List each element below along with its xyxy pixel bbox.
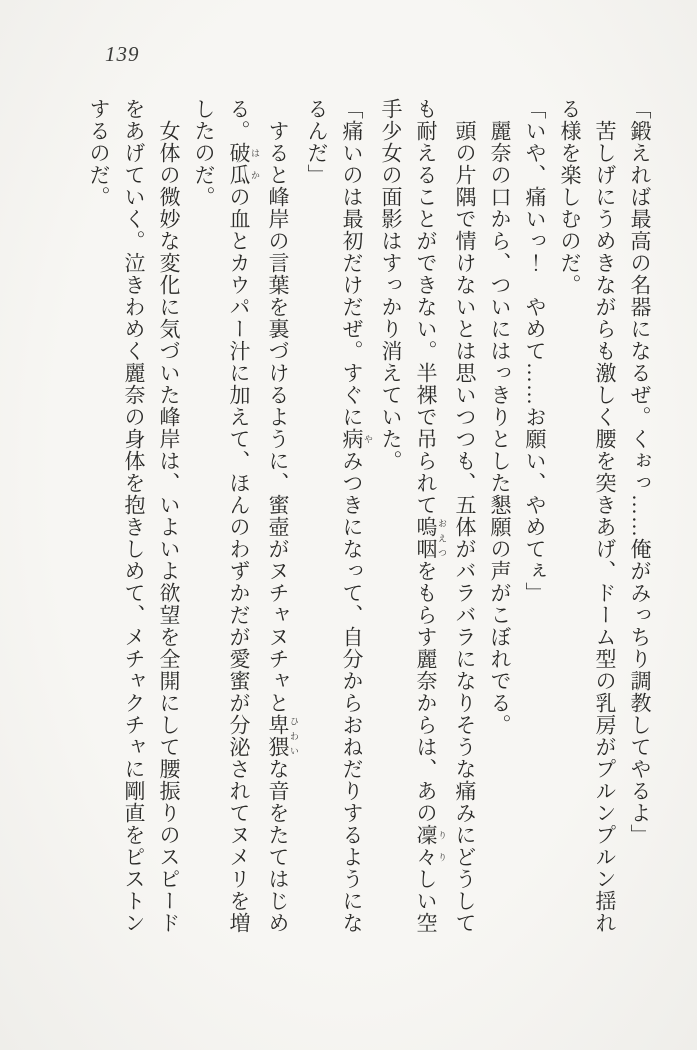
page-number: 139 [105,42,140,66]
text-column: すると峰岸の言葉を裏づけるように、蜜壺がヌチャヌチャと卑猥 ひわいな音をたてはじめ [266,120,299,934]
text-column: 「痛いのは最初だけだぜ。すぐに病 やみつきになって、自分からおねだりするようにな [340,98,373,934]
text-column: 「いや、痛いっ！ やめて……お願い、やめてぇ」 [523,98,547,604]
text-column: 女体の微妙な変化に気づいた峰岸は、いよいよ欲望を全開にして腰振りのスピード [157,120,181,934]
text-column: 手少女の面影はすっかり消えていた。 [379,98,403,472]
text-column: するのだ。 [87,98,111,208]
text-column: る。破瓜 はかの血とカウパー汁に加えて、ほんのわずかだが愛蜜が分泌されてヌメリを増 [227,98,260,934]
text-block [87,98,657,944]
text-column: る様を楽しむのだ。 [558,98,582,296]
text-column: 麗奈の口から、ついにはっきりとした懇願の声がこぼれでる。 [488,120,512,736]
text-column: るんだ」 [305,98,329,186]
text-column: も耐えることができない。半裸で吊られて嗚咽 おえつをもらす麗奈からは、あの凜々 りりしい空 [414,98,447,934]
furigana-annotation: 病 や [340,428,373,450]
furigana-annotation: 卑猥 ひわい [266,714,299,758]
furigana-annotation: 嗚咽 おえつ [414,516,447,560]
text-column: したのだ。 [192,98,216,208]
text-column: をあげていく。泣きわめく麗奈の身体を抱きしめて、メチャクチャに剛直をピストン [122,98,146,934]
furigana-annotation: 破瓜 はか [227,142,260,186]
text-column: 苦しげにうめきながらも激しく腰を突きあげ、ドーム型の乳房がプルンプルン揺れ [593,120,617,934]
text-column: 「鍛えれば最高の名器になるぜ。くぉっ……俺がみっちり調教してやるよ」 [628,98,652,846]
furigana-annotation: 凜々 りり [414,824,447,868]
text-column: 頭の片隅で情けないとは思いつつも、五体がバラバラになりそうな痛みにどうして [453,120,477,934]
